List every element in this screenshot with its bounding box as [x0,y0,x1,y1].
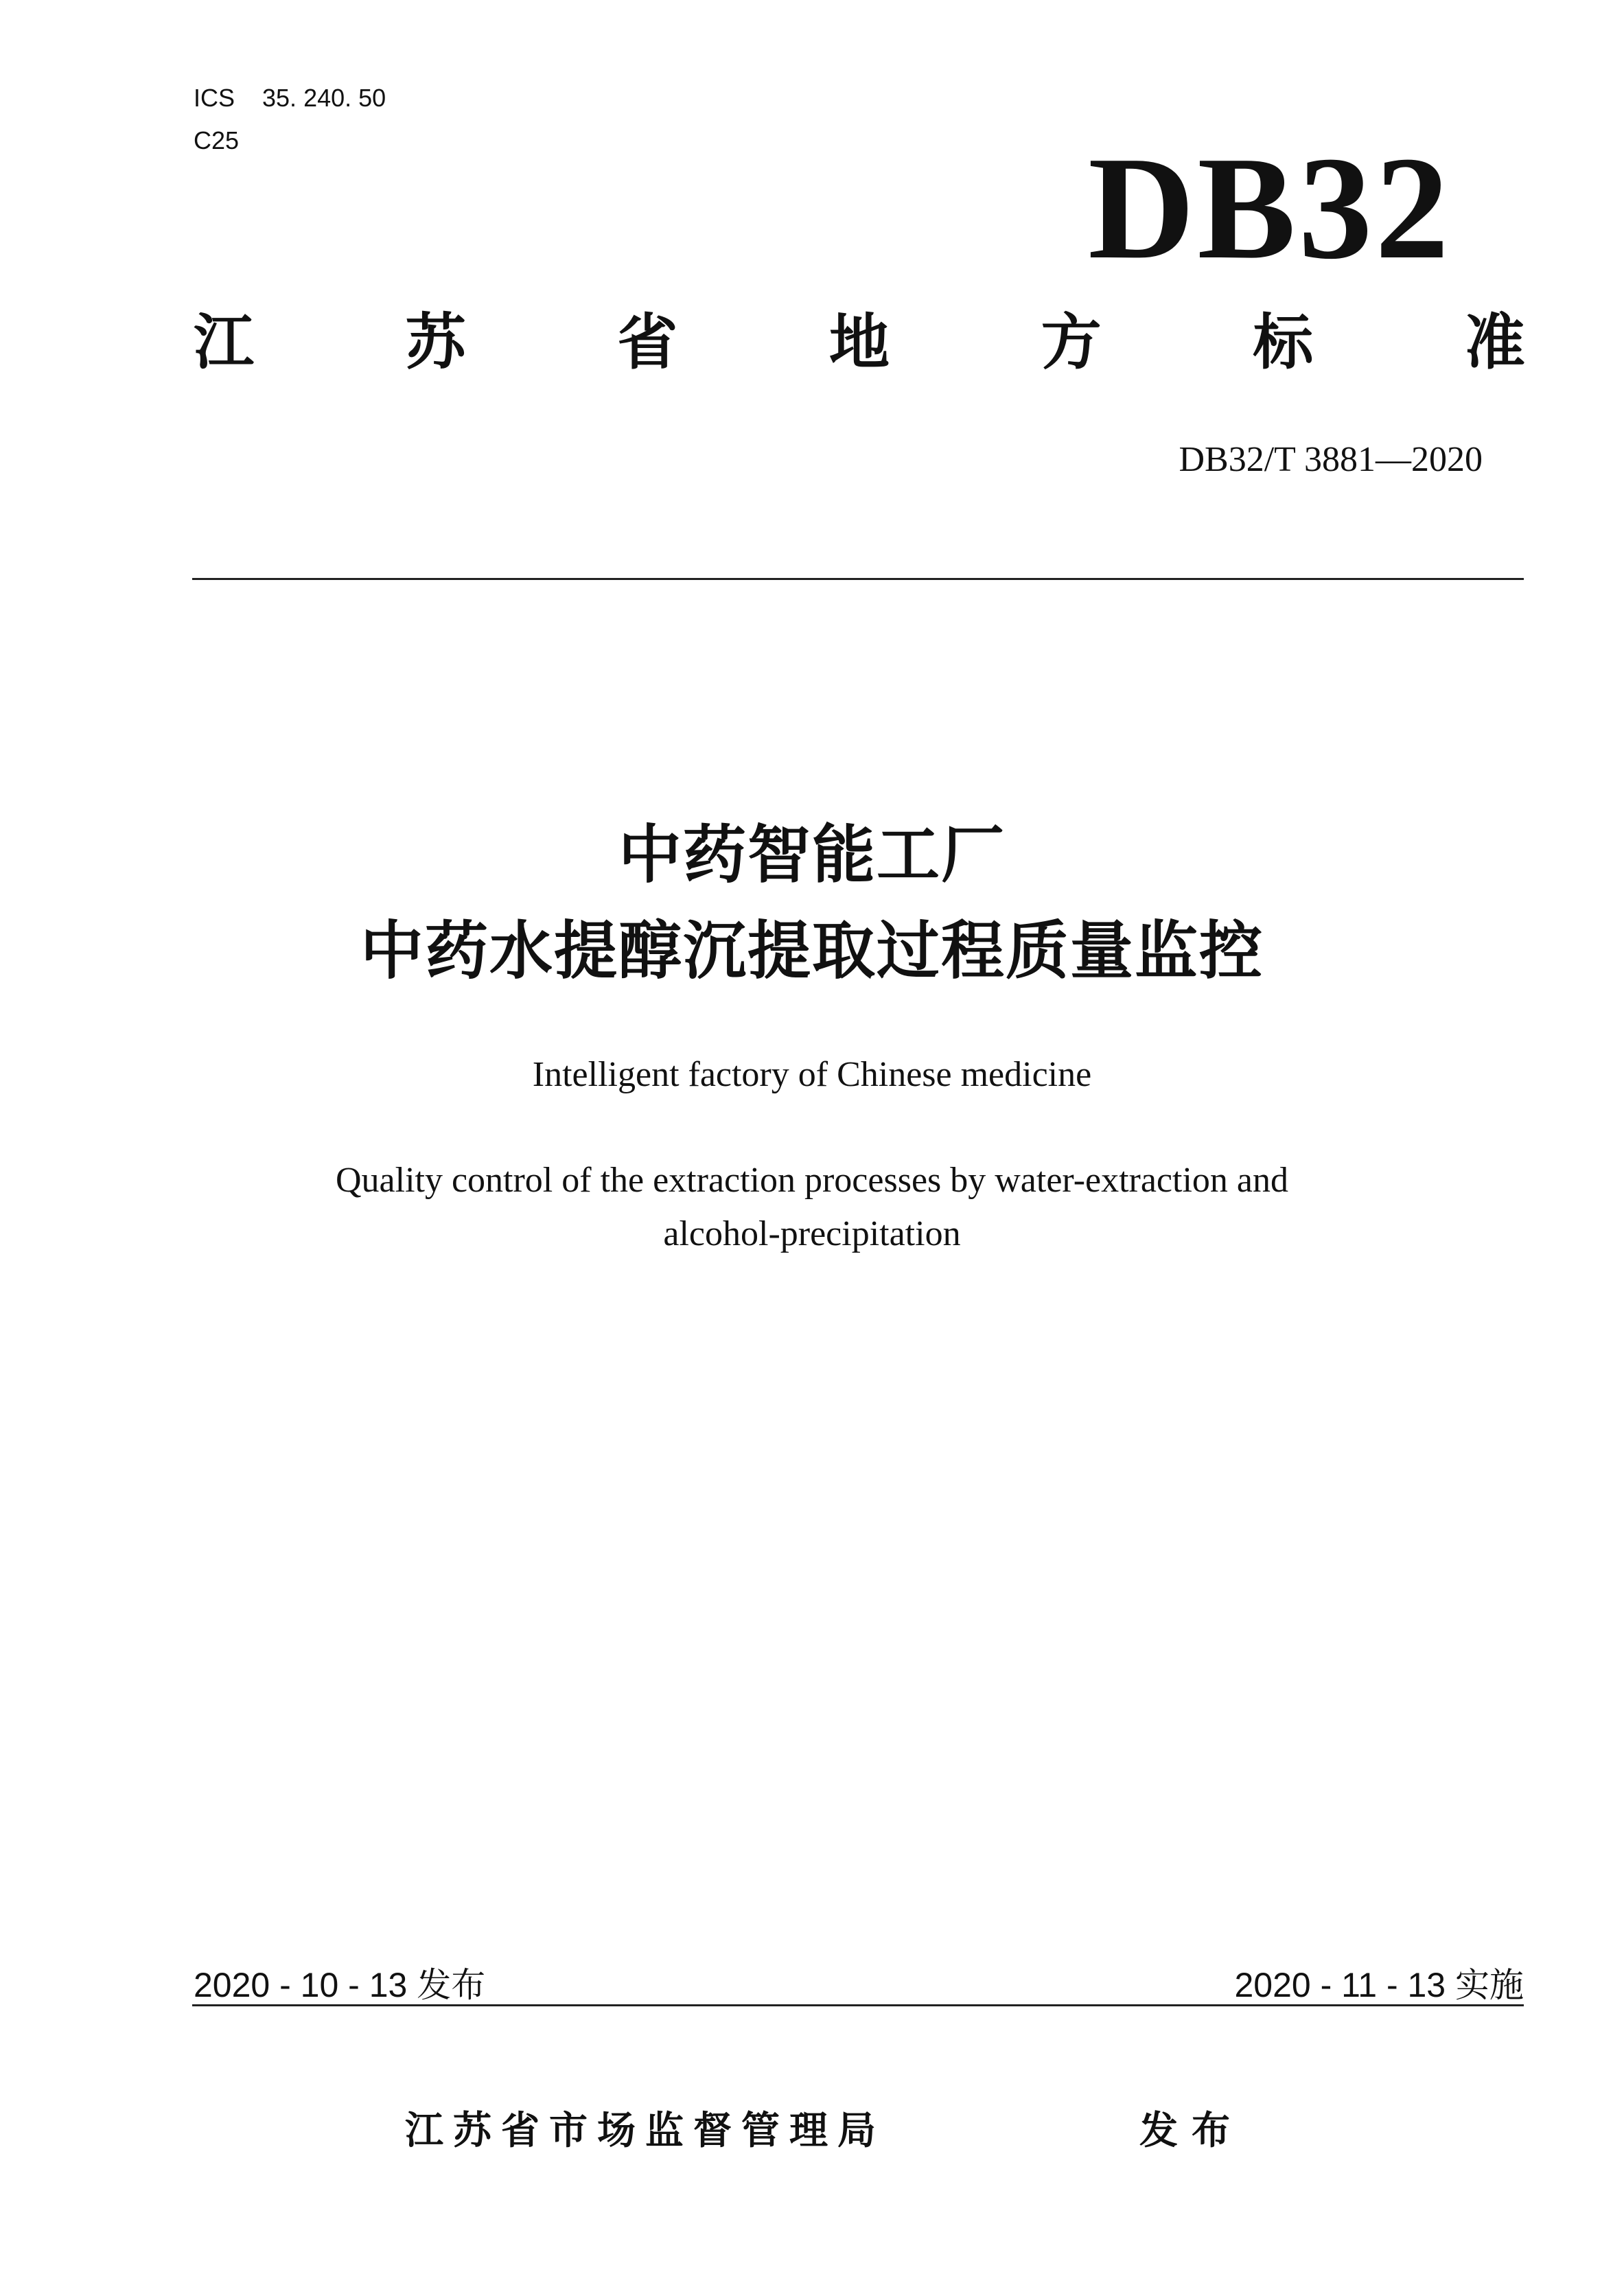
publisher-name: 江苏省市场监督管理局 [405,2109,885,2153]
title-en-line-1: Intelligent factory of Chinese medicine [532,1055,1092,1094]
ics-line [194,84,386,113]
ics-code: 35. 240. 50 [262,84,386,112]
standard-number: DB32/T 3881—2020 [1179,440,1483,479]
ics-label: ICS [194,84,235,112]
standard-type-char: 地 [828,307,890,378]
title-cn-line-1: 中药智能工厂 [618,818,1006,892]
standard-type-char: 江 [194,307,255,378]
title-cn-line-2: 中药水提醇沉提取过程质量监控 [360,914,1264,988]
standard-type-char: 准 [1464,307,1525,378]
top-divider [192,578,1524,580]
standard-type-char: 方 [1041,307,1102,378]
standard-type-char: 苏 [405,307,466,378]
title-en-line-3: alcohol-precipitation [663,1214,961,1253]
standard-type-char: 标 [1253,307,1314,378]
standard-type-title [194,307,1525,378]
title-en-line-2: Quality control of the extraction processes by water-extraction and [335,1161,1288,1200]
standard-type-char: 省 [617,307,678,378]
publish-word: 发布 [1139,2109,1244,2153]
implementation-date: 2020 - 11 - 13 实施 [1234,1966,1524,2004]
ccs-code: C25 [194,126,240,154]
db-mark: DB32 [1088,126,1452,290]
bottom-divider [192,2004,1524,2006]
issue-date: 2020 - 10 - 13 发布 [194,1966,486,2004]
